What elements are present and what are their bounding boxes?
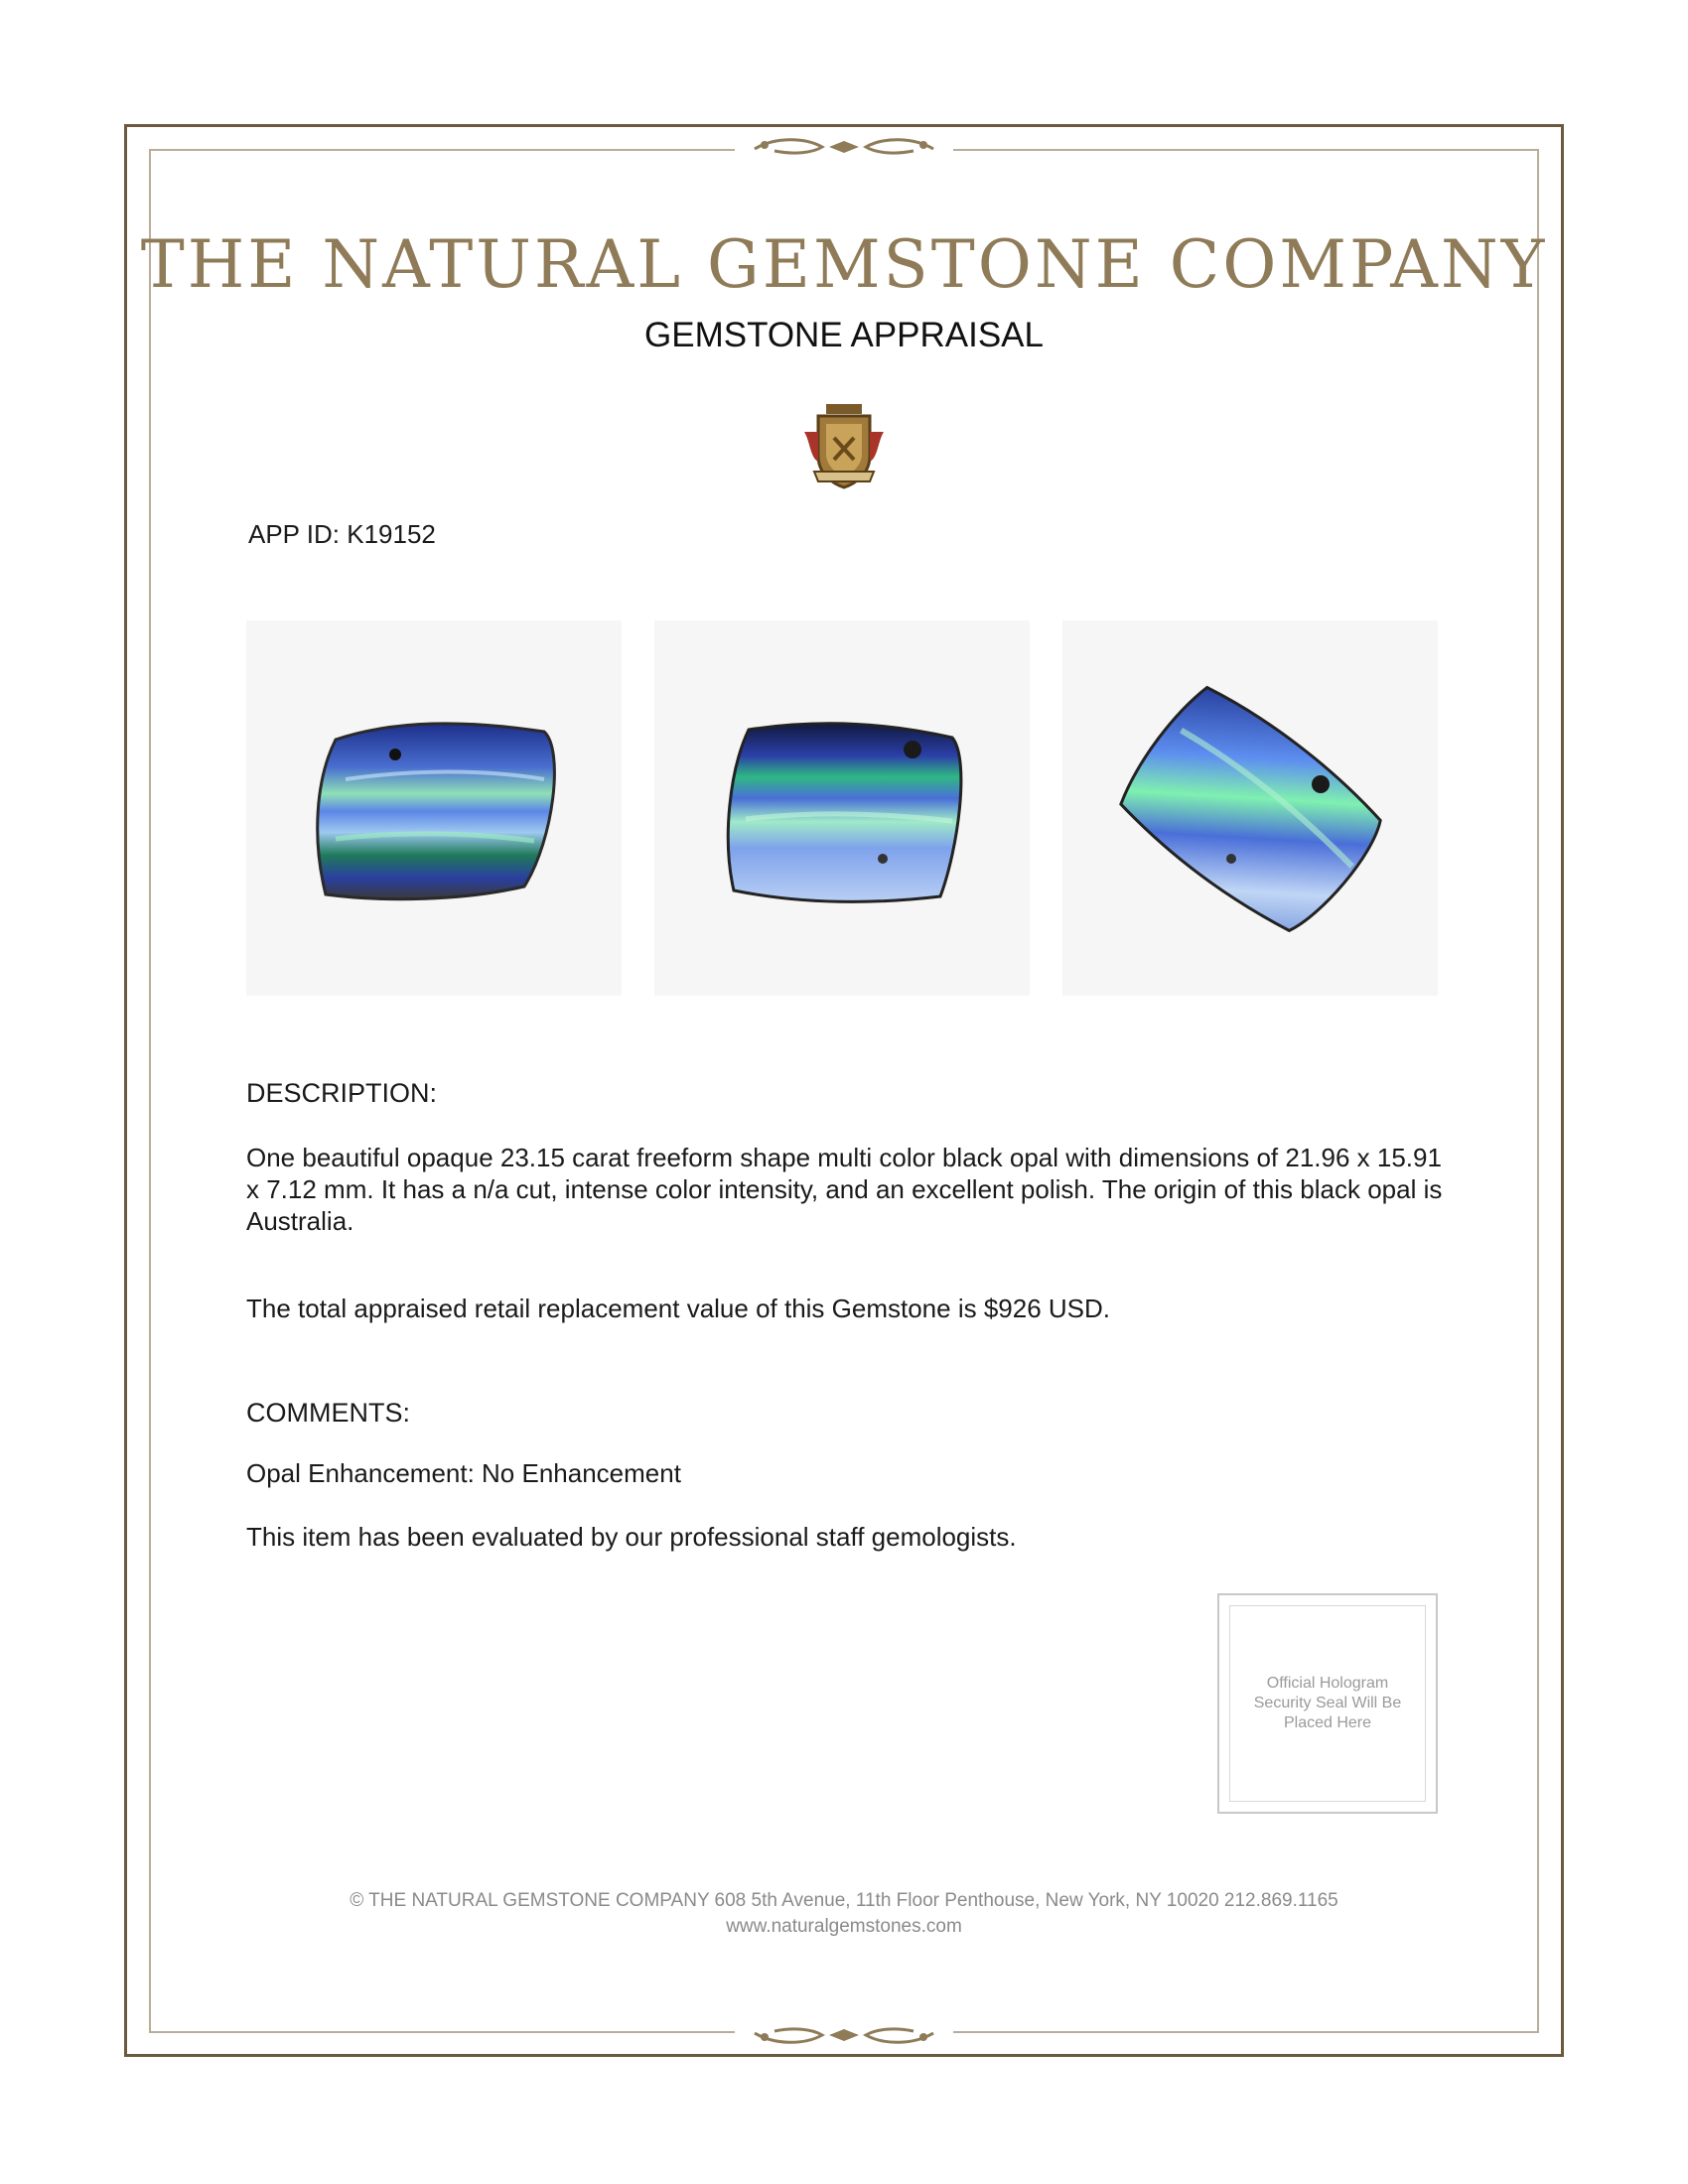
crest-logo-icon (800, 402, 888, 493)
app-id: APP ID: K19152 (248, 519, 436, 549)
bottom-ornament-icon (735, 2019, 953, 2051)
description-label: DESCRIPTION: (246, 1078, 438, 1108)
appraised-value-text: The total appraised retail replacement value of this Gemstone is $926 USD. (246, 1294, 1111, 1323)
footer-website-link[interactable]: www.naturalgemstones.com (726, 1916, 962, 1937)
description-text: One beautiful opaque 23.15 carat freeform shape multi color black opal with dimensions of 21.96 x 15.91 x 7.12 mm. It has a n/a cut, intense color intensity, and an excellent polish. The origin of this black opal is Australia. (246, 1143, 1443, 1236)
opal-photo-tilted-icon (1062, 620, 1438, 996)
company-name: THE NATURAL GEMSTONE COMPANY (140, 226, 1548, 303)
top-ornament-icon (735, 131, 953, 163)
document-title: GEMSTONE APPRAISAL (644, 316, 1044, 354)
hologram-seal-placeholder (1217, 1593, 1438, 1814)
evaluation-text: This item has been evaluated by our professional staff gemologists. (246, 1522, 1017, 1552)
footer-address: © THE NATURAL GEMSTONE COMPANY 608 5th Avenue, 11th Floor Penthouse, New York, NY 10020 212.869.1165 (350, 1890, 1338, 1911)
enhancement-text: Opal Enhancement: No Enhancement (246, 1458, 681, 1488)
seal-inner-frame (1229, 1605, 1426, 1802)
opal-photo-front-icon (246, 620, 622, 996)
comments-label: COMMENTS: (246, 1398, 410, 1428)
seal-text: Official Hologram Security Seal Will Be Placed Here (1253, 1675, 1402, 1731)
opal-photo-angled-icon (654, 620, 1030, 996)
